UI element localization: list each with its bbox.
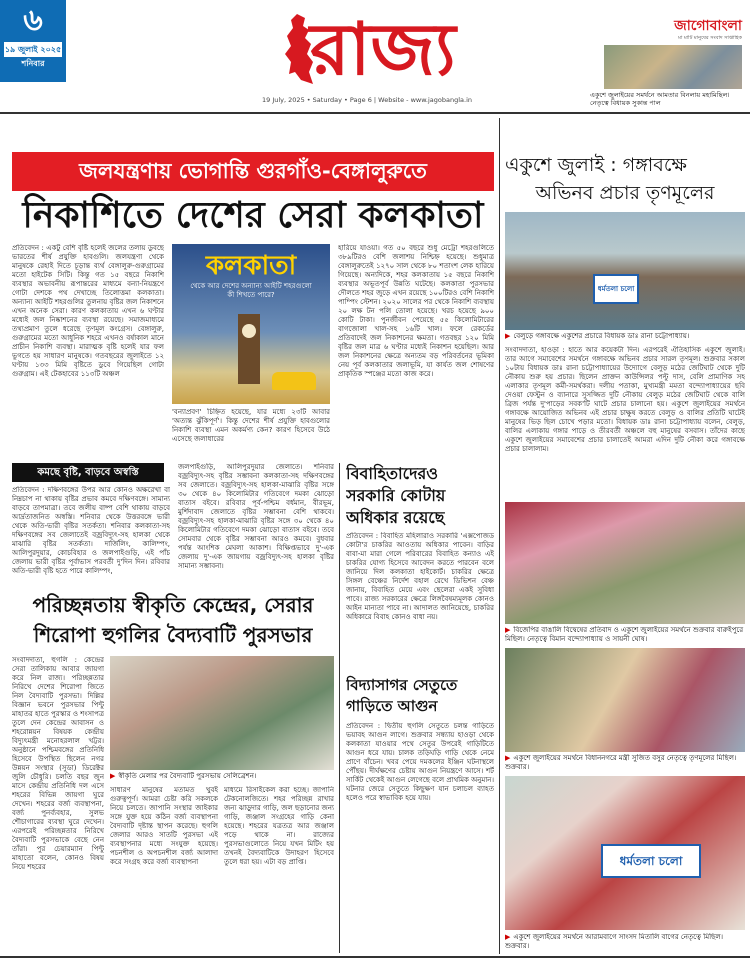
right-photo-rally-2: [505, 648, 745, 752]
brand-tagline: মা মাটি মানুষের সংবাদ সাপ্তাহিক: [678, 35, 742, 41]
rain-col1: প্রতিবেদন : দক্ষিণবঙ্গের উপর আর কোনও অক্ষরেখা বা নিম্নচাপ না থাকায় বৃষ্টির প্রভাব কমবে দক্ষিণবঙ্গে। সামান্য বাড়বে তাপমাত্রা। তবে জলীয় বাষ্প বেশি থাকায় বাড়বে আর্দ্রতাজনিত অস্বস্তি। শনিবার থেকে উত্তরবঙ্গে ভারী থেকে অতি-ভারী বৃষ্টির সতর্কতা। শনিবার কলকাতা-সহ দক্ষিণবঙ্গের সব জেলাতেই বজ্রবিদ্যুৎ-সহ হালকা থেকে মাঝারি বৃষ্টির সতর্কতা। দার্জিলিং, কালিম্পং, আলিপুরদুয়ার, কোচবিহার ও জলপাইগুড়ি, এই পাঁচ জেলায় ভারী বৃষ্টির পূর্বাভাস পরবর্তী দু'দিন দিন। রবিবার অতি-ভারী বৃষ্টি হতে পারে কালিম্পং,: [12, 486, 170, 575]
bottom-rule: [0, 956, 750, 958]
right-body: সংবাদদাতা, হাওড়া : হাতে আর কয়েকটা দিন। এরপরেই ঐতিহাসিক একুশে জুলাই। তার আগে সমাবেশের সমর্থনে গঙ্গাবক্ষে অভিনব প্রচার সারল তৃণমূল। শুক্রবার সকাল ১০টায় বিধায়ক ডাঃ রানা চট্টোপাধ্যায়ের উদ্যোগে বেলুড় মঠের জেটিঘাট থেকে দুটি নৌকায় শুরু হয় প্রচার। ছিলেন প্রাক্তন কাউন্সিলর পল্টু দাস, বেলি প্রামাণিক সহ এলাকার তৃণমূল কর্মী-সমর্থকরা। দলীয় পতাকা, মুখ্যমন্ত্রী মমতা বন্দ্যোপাধ্যায়ের ছবি দেওয়া ফেস্টুন ও ব্যানারে সুসজ্জিত দুটি নৌকায় বেলুড় মঠের জেটিঘাট থেকে বালি ব্রিজ পর্যন্ত দু'পাড়ের সবক'টি ঘাটে প্রচার চালানো হয়। একুশে জুলাইয়ের সমর্থনে গঙ্গাবক্ষে আয়োজিত অভিনব এই প্রচার চাক্ষুষ করতে বেলুড় ও বালির প্রতিটি ঘাটেই মানুষের ভিড় ছিল চোখে পড়ার মতো। বিধায়ক ডাঃ রানা চট্টোপাধ্যায় বলেন, বেলুড়, বালির এলাকায় গঙ্গার পাড়ে ও তীরবর্তী অঞ্চলে বহু মানুষের বসবাস। তাঁদের কাছে একুশে জুলাইয়ের সমাবেশের প্রচার চালাতেই আমরা এদিন দুটি নৌকা করে গঙ্গাবক্ষে প্রচার চালালাম।: [505, 346, 745, 453]
right-photo-rally-1: [505, 502, 745, 624]
married-body: প্রতিবেদন : বিবাহিত মহিলারাও সরকারি 'এক্সপোজড কোটা'র চাকরির আওতায় অধিকার পাবেন। বাড়ির বাবা-মা মারা গেলে পরিবারের বিবাহিত কন্যাও এই চাকরির যোগ্য হিসেবে আবেদন করতে পারবেন বলে জানিয়ে দিল কলকাতা হাইকোর্ট। চাকরির ক্ষেত্রে সিঙ্গল বেঞ্চের নির্দেশ বহাল রেখে ডিভিশন বেঞ্চ জানায়, বিবাহিত মেয়ে এবং ছেলেরা একই সুবিধা পাবে। রাজ্য সরকারের ক্ষেত্রে লিঙ্গবৈষম্যমূলক কোনও আইন মান্যতা পাবে না। আদালত জানিয়েছে, চাকরির অধিকারে বিবাহ কোনও বাধা নয়।: [346, 532, 494, 621]
married-headline-3: অধিকার রয়েছে: [346, 508, 445, 527]
right-photo2-caption: [505, 626, 745, 644]
right-photo-rally-3: [505, 776, 745, 930]
column-rule: [339, 463, 340, 953]
award-col3-bottom: মাধ্যমে রিসাইকেল করা হচ্ছে। জাপানি টেকনোলজিতে। শহর পরিচ্ছন্ন রাখার জন্য ঝাড়ুদার গাড়ি, জল ছড়ানোর জন্য গাড়ি, জঞ্জাল সংগ্রহের গাড়ি কেনা হয়েছে। শহরের যত্রতত্র আর জঞ্জাল পড়ে থাকে না। রাজ্যের পুরসভাগুলোতে নিয়ে যখন মিটিং হয় তখনই বৈদ্যবাটিকে উদাহরণ হিসেবে তুলে ধরা হয়। এটা বড় প্রাপ্তি।: [224, 786, 334, 866]
caption-marker-icon: ▶: [505, 754, 511, 762]
rain-col2: জলপাইগুড়ি, আলিপুরদুয়ার জেলাতে। শনিবার বজ্রবিদ্যুৎ-সহ বৃষ্টির সম্ভাবনা কলকাতা-সহ দক্ষিণবঙ্গের সব জেলাতে। বজ্রবিদ্যুৎ-সহ হালকা-মাঝারি বৃষ্টির সঙ্গে ৩০ থেকে ৪০ কিলোমিটার গতিবেগে দমকা ঝোড়ো বাতাস বইবে। রবিবার পূর্ব-পশ্চিম বর্ধমান, বীরভূম, মুর্শিদাবাদ জেলাতে বৃষ্টির সম্ভাবনা বেশি থাকবে। বজ্রবিদ্যুৎ-সহ হালকা-মাঝারি বৃষ্টির সঙ্গে ৩০ থেকে ৪০ কিলোমিটার গতিবেগে দমকা ঝোড়ো বাতাস বইবে। তবে সোমবার থেকে বৃষ্টির সম্ভাবনা আরও কমবে। বুধবার পর্যন্ত আংশিক মেঘলা আকাশ। বিক্ষিপ্তভাবে দু'-এক জেলায় দু'-এক জায়গায় বজ্রবিদ্যুৎ-সহ হালকা বৃষ্টির সামান্য সম্ভাবনা।: [178, 463, 334, 570]
caption-marker-icon: ▶: [110, 772, 116, 780]
right-headline-2: অভিনব প্রচার তৃণমূলের: [535, 182, 715, 204]
award-caption: [110, 772, 334, 782]
caption-marker-icon: ▶: [505, 626, 511, 634]
lead-graphic-title: কলকাতা: [205, 251, 297, 281]
lead-col2-bottom: 'বন্যাপ্রবণ' চিহ্নিত হয়েছে, যার মধ্যে ২৩টি আবার 'অত্যন্ত ঝুঁকিপূর্ণ'। কিন্তু দেশের শীর্ষ প্রযুক্তি হাবগুলোর নিকাশি ব্যবস্থা এমন অকর্মণ্য কেন? কারণ হিসেবে উঠে এসেছে জলাধারের: [172, 408, 330, 443]
caption-marker-icon: ▶: [505, 332, 511, 340]
lead-kicker-text: জলযন্ত্রণায় ভোগান্তি গুরগাঁও-বেঙ্গালুরুতে: [79, 159, 427, 183]
right-photo4-caption: [505, 933, 745, 953]
right-column-rule: [499, 118, 500, 954]
award-col2-bottom: সাধারণ মানুষের মতামত খুবই গুরুত্বপূর্ণ। আমরা চেষ্টা করি সকলকে নিয়ে চলতে। জাপানি সংস্থার জাইকার সঙ্গে যুক্ত হয়ে কঠিন বর্জ্য ব্যবস্থাপনা বৈদ্যবাটি দৃষ্টান্ত স্থাপন করেছে। হুগলি জেলার আরও সাতটি পুরসভা এই ব্যবস্থাপনার মধ্যে সংযুক্ত হয়েছে। পচনশীল ও অপচনশীল বর্জ্য আলাদা করে সংগ্রহ করে বর্জ্য ব্যবস্থাপনা: [110, 786, 218, 866]
promo-caption: একুশে জুলাইয়ের সমর্থনে আমতার বিনলায় মহামিছিল। নেতৃত্বে বিধায়ক সুকান্ত পাল: [590, 91, 730, 107]
date-text: ১৯ জুলাই ২০২৫: [4, 45, 62, 54]
rain-headline: কমছে বৃষ্টি, বাড়বে অস্বস্তি: [37, 467, 139, 478]
married-headline-2: সরকারি কোটায়: [346, 486, 446, 505]
award-photo: [110, 656, 334, 770]
right-photo-caption: [505, 332, 745, 342]
lead-headline: নিকাশিতে দেশের সেরা কলকাতা: [22, 195, 484, 236]
right-headline-1: একুশে জুলাই : গঙ্গাবক্ষে: [505, 154, 687, 176]
day-text: শনিবার: [21, 59, 45, 68]
date-box: [4, 42, 62, 57]
award-caption-text: স্বীকৃতি মেলার পর বৈদ্যবাটি পুরসভায় সেলিব্রেশন।: [118, 772, 257, 780]
lead-graphic: [172, 244, 330, 404]
married-headline-1: বিবাহিতাদেরও: [346, 464, 439, 483]
right-photo3-caption: [505, 754, 745, 772]
boat-banner: ধর্মতলা চলো: [593, 274, 639, 304]
masthead-rule: [0, 112, 750, 114]
masthead-title: রাজ্য: [310, 6, 456, 91]
right-photo3-caption-text: একুশে জুলাইয়ের সমর্থনে বিধাননগরে মন্ত্রী সুজিত বসুর নেতৃত্বে তৃণমূলের মিছিল। শুক্রবার।: [505, 754, 737, 771]
taxi-icon: [272, 372, 316, 390]
right-photo-caption-text: বেলুড়ে গঙ্গাবক্ষে একুশের প্রচারে বিধায়ক ডাঃ রানা চট্টোপাধ্যায়।: [513, 332, 690, 340]
dateline: 19 July, 2025 • Saturday • Page 6 | Website - www.jagobangla.in: [262, 96, 473, 104]
caption-marker-icon: ▶: [505, 933, 511, 941]
award-headline-1: পরিচ্ছন্নতায় স্বীকৃতি কেন্দ্রের, সেরার: [32, 593, 314, 617]
right-photo-boat: [505, 212, 745, 330]
promo-photo: [604, 45, 742, 89]
rally-banner: ধর্মতলা চলো: [601, 844, 701, 878]
brand-logo: জাগোবাংলা: [674, 18, 742, 34]
award-col1: সংবাদদাতা, হুগলি : কেন্দ্রের সেরা তালিকায় আবার জায়গা করে নিল রাজ্য। পরিচ্ছন্নতার নিরিখে দেশের শিরোপা জিতে নিল বৈদ্যবাটি পুরসভা। দিল্লির বিজ্ঞান ভবনে পুরসভার পিন্টু মাহাতর হাতে পুরস্কার ও শংসাপত্র তুলে দেন কেন্দ্রের আবাসন ও শহরোন্নয়ন বিষয়ক কেন্দ্রীয় বিদ্যুৎমন্ত্রী মনোহরলাল খট্টর। অনুষ্ঠানে পশ্চিমবঙ্গের প্রতিনিধি হিসেবে উপস্থিত ছিলেন নগর উন্নয়ন সংস্থার (সুডা) ডিরেক্টর জুলি চৌধুরি। চলতি বছর জুন মাসে কেন্দ্রীয় প্রতিনিধি দল এসে শহরের বিভিন্ন জায়গা ঘুরে দেখেন। শহরের বর্জ্য ব্যবস্থাপনা, বর্জ্য পুনর্ব্যবহার, সুলভ শৌচাগারের ব্যবস্থা ঘুরে দেখেন। এরপরেই পরিচ্ছন্নতার নিরিখে বৈদ্যবাটি পুরসভাকে বেছে নেন তাঁরা। পুর চেয়ারম্যান পিন্টু মাহাতো বলেন, কোনও বিষয় নিয়ে শহরের: [12, 656, 104, 871]
fire-body: প্রতিবেদন : দ্বিতীয় হুগলি সেতুতে চলন্ত গাড়িতে ভয়াবহ আগুন লাগে। শুক্রবার সন্ধ্যায় হাওড়া থেকে কলকাতা যাওয়ার পথে সেতুর উপরেই গাড়িটিতে আগুন ধরে যায়। চালক তড়িঘড়ি গাড়ি থেকে নেমে প্রাণে বাঁচেন। খবর পেয়ে দমকলের ইঞ্জিন ঘটনাস্থলে পৌঁছয়। দীর্ঘক্ষণের চেষ্টায় আগুন নিয়ন্ত্রণে আসে। শর্ট সার্কিট থেকেই আগুন লেগেছে বলে প্রাথমিক অনুমান। ঘটনার জেরে সেতুতে কিছুক্ষণ যান চলাচল ব্যাহত হলেও পরে স্বাভাবিক হয়ে যায়।: [346, 722, 494, 802]
lead-graphic-sub: থেকে আর দেশের অন্যান্য আইটি শহরগুলো কী শিখতে পারে?: [190, 282, 312, 299]
award-headline-2: শিরোপা হুগলির বৈদ্যবাটি পুরসভার: [33, 623, 313, 647]
lead-col1: প্রতিবেদন : একটু বেশি বৃষ্টি হলেই জলের তলায় ডুবছে ভারতের শীর্ষ প্রযুক্তি হাবগুলি। জলযন্ত্রণা থেকে মানুষকে রেহাই দিতে চূড়ান্ত ব্যর্থ বেঙ্গালুরু-গুরুগ্রামের মতো হাইটেক সিটি। কিন্তু গত ১৫ বছরে নিকাশি ব্যবস্থার অভাবনীয় রূপান্তরের মাধ্যমে বন্যা-নিয়ন্ত্রণে গোটা দেশকে পথ দেখাচ্ছে তিলোত্তমা কলকাতা। অন্যান্য আইটি শহরগুলির তুলনায় বৃষ্টির জল নিকাশনে এখন অনেক সেরা। কারণ কলকাতায় এখন ৬ ঘণ্টার মধ্যেই জল নিষ্কাশনের ব্যবস্থা রয়েছে। সমাজমাধ্যমে তথ্যপ্রমাণ তুলে ধরেছে তৃণমূল কংগ্রেস। বেঙ্গালুরু, গুরুগ্রামের মতো আধুনিক শহরে এখনও বর্ষাকাল মানে প্রাচীন নিকাশি ব্যবস্থা। মারাত্মক বৃষ্টি হলেই যার ফল ভুগতে হয় সাধারণ মানুষকে। গতবছরের জুলাইতে ১২ ঘণ্টায় ১৩৩ মিমি বৃষ্টিতে ডুবে গিয়েছিল গোটা গুরুগ্রাম। এই টেকহাবের ১১৩টি অঞ্চল: [12, 244, 164, 378]
clock-face-icon: [242, 324, 256, 338]
right-photo4-caption-text: একুশে জুলাইয়ের সমর্থনে আরামবাগে সাংসদ মিতালি বাগের নেতৃত্বে মিছিল। শুক্রবার।: [505, 933, 724, 950]
fire-headline-1: বিদ্যাসাগর সেতুতে: [346, 676, 458, 694]
lead-col3: হারিয়ে যাওয়া। গত ৫০ বছরে শুধু মেট্রো শহরগুলিতে ৩৮৯টিরও বেশি জলাশয় নিশ্চিহ্ন হয়েছে। শুধুমাত্র বেঙ্গালুরুতেই ১২৭০ সাল থেকে ৮০ শতাংশ লেক হারিয়ে গিয়েছে। অন্যদিকে, শহর কলকাতায় ১৫ বছরে নিকাশি ব্যবস্থার অভূতপূর্ব উন্নতি ঘটেছে। কলকাতা পুরসভার দৌলতে শহর জুড়ে এখন রয়েছে ১০০টিরও বেশি নিকাশি পাম্পিং স্টেশন। ২০২০ সালের পর থেকে নিকাশি ব্যবস্থায় ২০ লক্ষ টন পলি তোলা হয়েছে। খরচ হয়েছে ৯০০ কোটি টাকা। পুনর্জীবন পেয়েছে ৫৫ কিলোমিটারের বাগজোলা খাল-সহ ১৬টি খাল। ফলে রেকর্ডের প্রতিবাদেই জল নিকাশনের ক্ষমতা। গতবছর ১২০ মিমি বৃষ্টির জল মাত্র ৬ ঘণ্টার মধ্যেই নিকাশন হয়েছিল। আর জল নিকাশনের ক্ষেত্রে অন্যতম বড় পরিবর্তনের ভূমিকা নেয় পূর্ব কলকাতার জলাভূমি, যা কার্যত জল শোষণের প্রাকৃতিক স্পঞ্জের মতো কাজ করে।: [338, 244, 494, 378]
page-number-box: [0, 0, 66, 82]
page-number: ৬: [23, 3, 43, 38]
right-photo2-caption-text: বিজেপির বাঙালি বিদ্বেষের প্রতিবাদ ও একুশে জুলাইয়ের সমর্থনে শুক্রবার বারুইপুরে মিছিল। নেতৃত্বে বিমান বন্দ্যোপাধ্যায় ও সায়নী ঘোষ।: [505, 626, 744, 643]
fire-headline-2: গাড়িতে আগুন: [346, 697, 438, 715]
